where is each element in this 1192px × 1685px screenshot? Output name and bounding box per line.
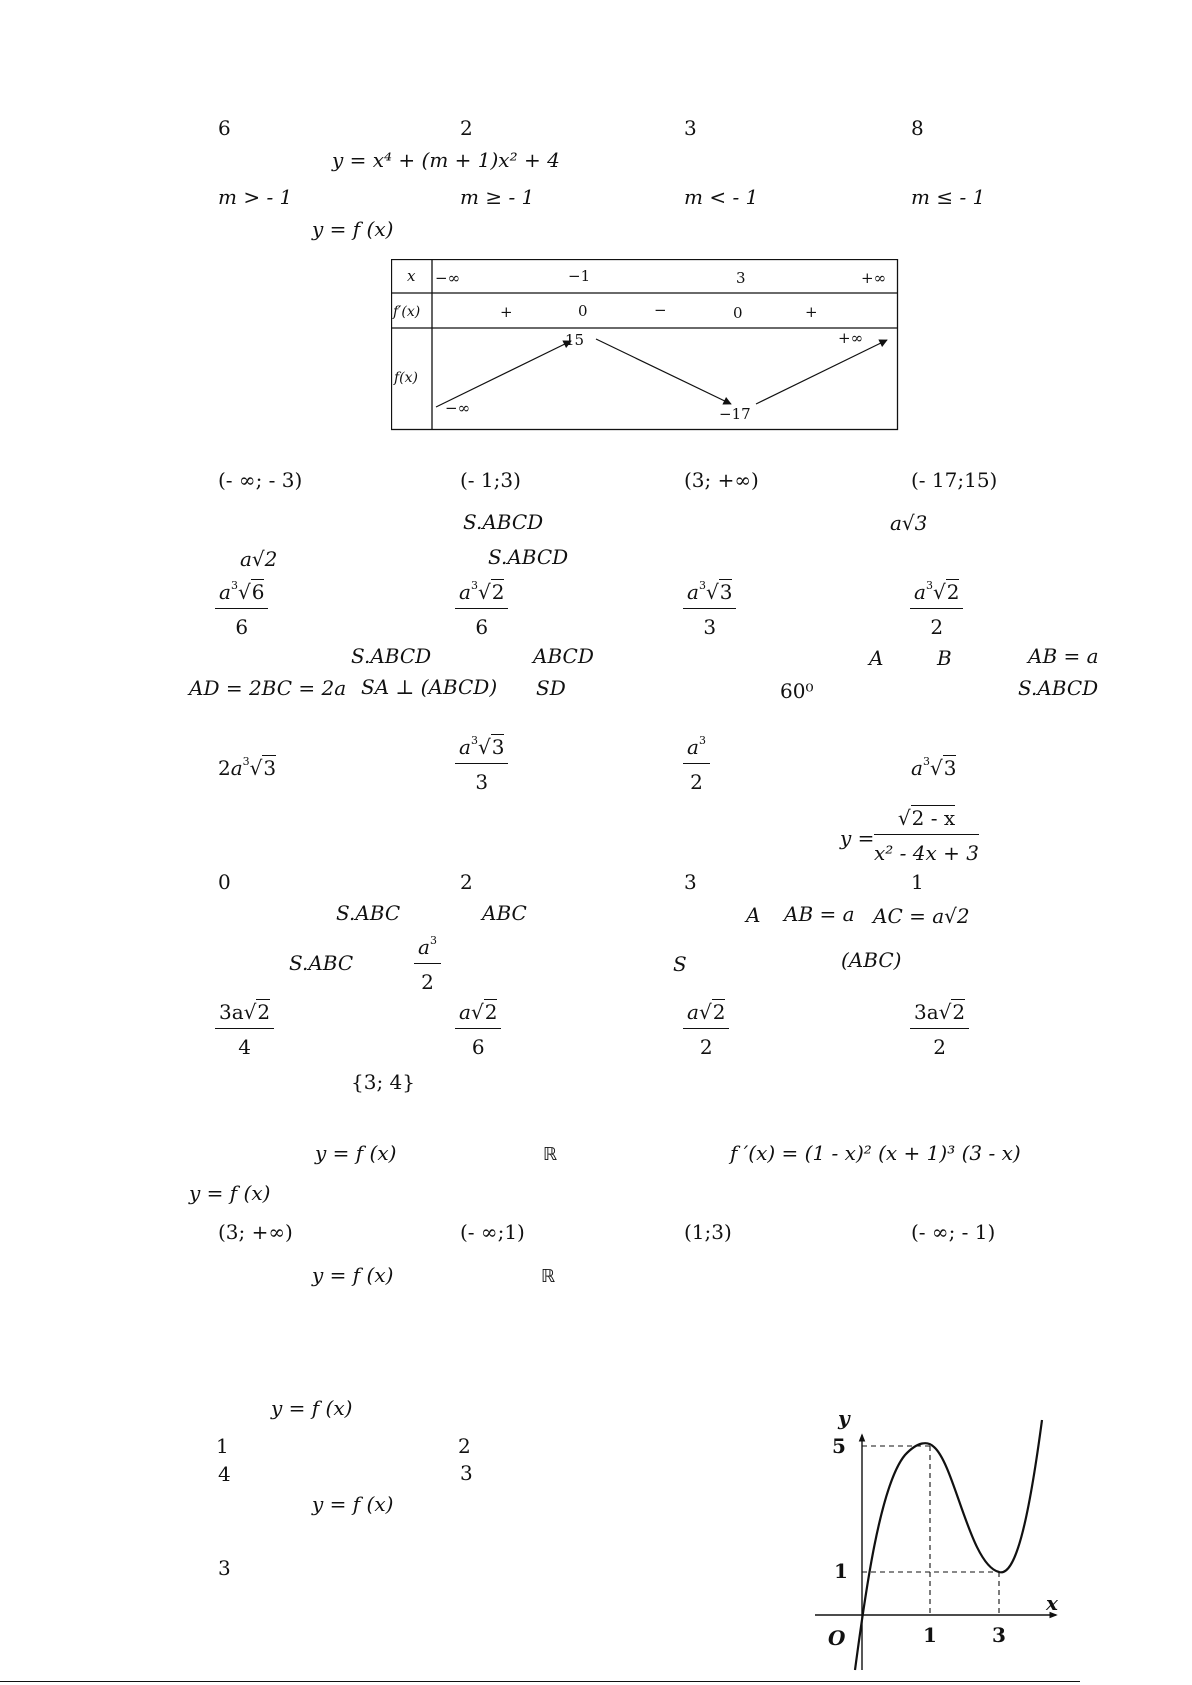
q5-l2-SD: SD: [536, 676, 566, 700]
q11-answer-extra: 3: [218, 1556, 231, 1580]
q5-l1-base: ABCD: [533, 644, 594, 668]
q7-l2-pyramid: S.ABC: [289, 951, 354, 975]
q7-l1-A: A: [746, 903, 761, 927]
q9-answer-c: (1;3): [684, 1220, 732, 1244]
q6-function: $\frac{√2 - x}{\text{x² - 4x + 3}}$: [874, 806, 979, 865]
q1-answer-a: 6: [218, 116, 231, 140]
q7-l1-AC: AC = a√2: [873, 904, 970, 928]
f-value-neg-17: −17: [719, 405, 751, 423]
q3-answer-c: (3; +∞): [684, 468, 759, 492]
f-value-15: 15: [565, 331, 585, 349]
q9-answer-a: (3; +∞): [218, 1220, 293, 1244]
x-tick-3: 3: [992, 1623, 1006, 1647]
y-tick-1: 1: [834, 1559, 848, 1583]
q4-answer-c: $\frac{a^3√3}{3}$: [683, 580, 736, 639]
q3-answer-a: (- ∞; - 3): [218, 468, 303, 492]
q4-answer-d: $\frac{a^3√2}{2}$: [910, 580, 963, 639]
arrow-increase-1: [436, 341, 571, 407]
q5-l1-A: A: [869, 646, 884, 670]
q2-answer-d: m ≤ - 1: [911, 185, 986, 209]
q7-l2-plane: (ABC): [841, 948, 902, 972]
arrow-decrease: [596, 339, 731, 404]
function-curve: [855, 1420, 1042, 1670]
q7-l2-S: S: [673, 952, 687, 976]
q5-l2-angle: 60⁰: [780, 679, 814, 703]
q11-function-2: y = f (x): [312, 1492, 394, 1516]
sign-plus-1: +: [500, 303, 513, 321]
q2-function: y = x⁴ + (m + 1)x² + 4: [332, 148, 560, 172]
q4-pyramid: S.ABCD: [463, 510, 544, 534]
q6-answer-c: 3: [684, 870, 697, 894]
q7-l1-AB: AB = a: [784, 902, 855, 926]
x-value-neg-inf: −∞: [435, 269, 461, 287]
q6-y-eq: y =: [840, 826, 875, 850]
q9-domain: ℝ: [543, 1144, 558, 1165]
q2-answer-b: m ≥ - 1: [460, 185, 535, 209]
f-value-neg-inf: −∞: [445, 399, 471, 417]
q7-l1-base: ABC: [482, 901, 527, 925]
x-value-3: 3: [736, 269, 746, 287]
q7-l1-pyramid: S.ABC: [336, 901, 401, 925]
q5-answer-a: $2a^3√3$: [218, 755, 277, 780]
q4-side: a√2: [240, 547, 278, 571]
q1-answer-c: 3: [684, 116, 697, 140]
f-value-pos-inf: +∞: [838, 329, 864, 347]
q9-answer-b: (- ∞;1): [460, 1220, 525, 1244]
q3-function: y = f (x): [312, 217, 394, 241]
q7-answer-b: $\frac{a√2}{6}$: [455, 1000, 501, 1059]
q4-edge: a√3: [890, 511, 928, 535]
q6-answer-a: 0: [218, 870, 231, 894]
q11-answer-c: 4: [218, 1462, 231, 1486]
q11-function: y = f (x): [271, 1396, 353, 1420]
q11-answer-d: 3: [460, 1461, 473, 1485]
arrow-increase-2: [756, 340, 887, 404]
q1-answer-b: 2: [460, 116, 473, 140]
q5-l1-AB: AB = a: [1028, 644, 1099, 668]
q10-function: y = f (x): [312, 1263, 394, 1287]
q5-l1-pyramid: S.ABCD: [351, 644, 432, 668]
q9-function: y = f (x): [315, 1141, 397, 1165]
q5-l2-SA: SA ⊥ (ABCD): [361, 675, 498, 699]
q5-answer-d: $a^3√3$: [911, 755, 957, 780]
q1-answer-d: 8: [911, 116, 924, 140]
x-value-neg-1: −1: [568, 267, 591, 285]
q7-answer-d: $\frac{3a√2}{2}$: [910, 1000, 969, 1059]
q11-answer-a: 1: [216, 1434, 229, 1458]
q11-answer-b: 2: [458, 1434, 471, 1458]
y-axis-label: y: [838, 1406, 850, 1430]
q5-l2-AD: AD = 2BC = 2a: [189, 676, 347, 700]
q9-derivative: f ′(x) = (1 - x)² (x + 1)³ (3 - x): [730, 1141, 1021, 1165]
row-label-fprime: f′(x): [393, 304, 421, 320]
q5-answer-c: $\frac{a^3}{2}$: [683, 735, 710, 794]
row-label-x: x: [407, 267, 416, 285]
q6-answer-d: 1: [911, 870, 924, 894]
q2-answer-a: m > - 1: [218, 185, 293, 209]
sign-zero-2: 0: [733, 304, 743, 322]
q4-answer-b: $\frac{a^3√2}{6}$: [455, 580, 508, 639]
sign-plus-2: +: [805, 303, 818, 321]
y-tick-5: 5: [832, 1434, 846, 1458]
q7-l2-volume: $\frac{a^3}{2}$: [414, 935, 441, 994]
origin-label: O: [828, 1626, 846, 1650]
q2-answer-c: m < - 1: [684, 185, 759, 209]
row-label-f: f(x): [394, 370, 419, 386]
q9-function-2: y = f (x): [189, 1181, 271, 1205]
q4-pyramid-2: S.ABCD: [488, 545, 569, 569]
q3-answer-b: (- 1;3): [460, 468, 521, 492]
q3-answer-d: (- 17;15): [911, 468, 998, 492]
x-tick-1: 1: [923, 1623, 937, 1647]
q5-l2-pyramid: S.ABCD: [1018, 676, 1099, 700]
page-bottom-rule: [0, 1681, 1080, 1682]
x-value-pos-inf: +∞: [861, 269, 887, 287]
q10-domain: ℝ: [541, 1266, 556, 1287]
function-graph: [810, 1395, 1070, 1675]
sign-zero-1: 0: [578, 302, 588, 320]
q5-l1-B: B: [937, 646, 952, 670]
q5-answer-b: $\frac{a^3√3}{3}$: [455, 735, 508, 794]
x-axis-label: x: [1046, 1591, 1058, 1615]
q7-answer-c: $\frac{a√2}{2}$: [683, 1000, 729, 1059]
sign-minus: −: [654, 301, 667, 319]
q8-set: {3; 4}: [351, 1070, 415, 1094]
variation-table: [391, 259, 899, 431]
q9-answer-d: (- ∞; - 1): [911, 1220, 996, 1244]
q7-answer-a: $\frac{3a√2}{4}$: [215, 1000, 274, 1059]
q6-answer-b: 2: [460, 870, 473, 894]
q4-answer-a: $\frac{a^3√6}{6}$: [215, 580, 268, 639]
